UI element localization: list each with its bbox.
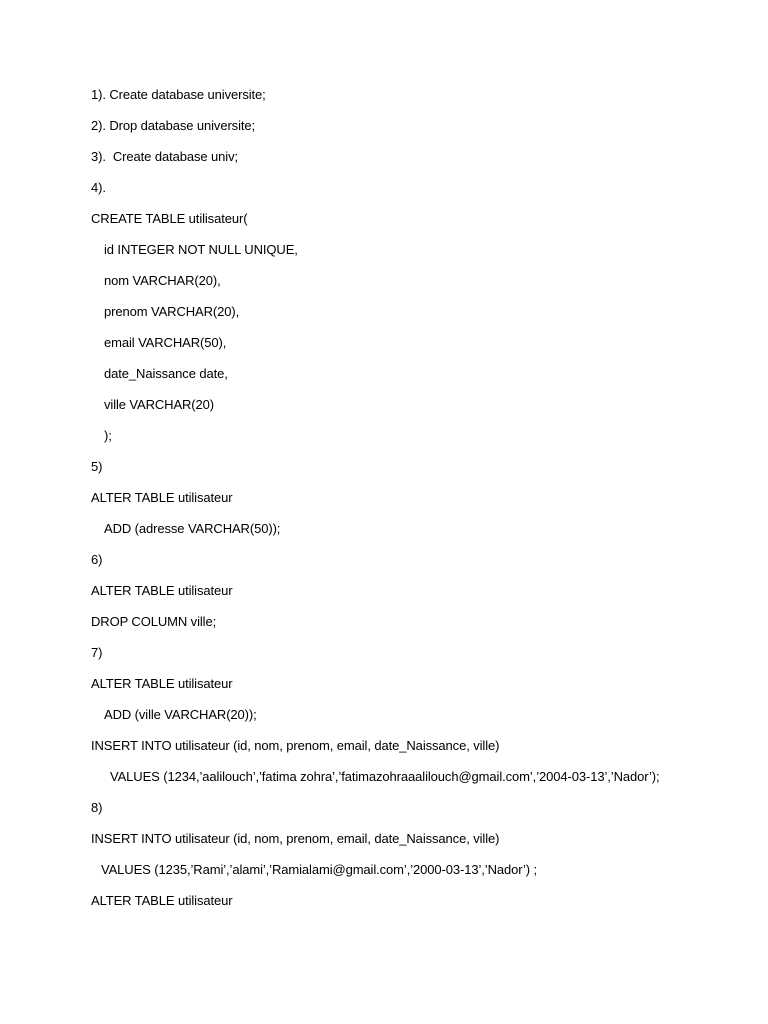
text-line: 7) [91,645,103,660]
text-line: ALTER TABLE utilisateur [91,676,233,691]
text-line: prenom VARCHAR(20), [104,304,240,319]
text-line: ADD (ville VARCHAR(20)); [104,707,257,722]
text-line: CREATE TABLE utilisateur( [91,211,248,226]
text-line: 3). Create database univ; [91,149,238,164]
text-line: 5) [91,459,103,474]
text-line: 8) [91,800,103,815]
text-line: id INTEGER NOT NULL UNIQUE, [104,242,298,257]
text-line: ); [104,428,112,443]
text-line: ALTER TABLE utilisateur [91,893,233,908]
text-line: ALTER TABLE utilisateur [91,490,233,505]
text-line: VALUES (1235,’Rami’,’alami’,’Ramialami@gmail.com’,’2000-03-13’,’Nador’) ; [101,862,538,877]
text-line: ADD (adresse VARCHAR(50)); [104,521,281,536]
text-line: VALUES (1234,’aalilouch’,’fatima zohra’,’fatimazohraaalilouch@gmail.com’,’2004-03-13’,’Nador’); [110,769,660,784]
text-line: ALTER TABLE utilisateur [91,583,233,598]
text-line: 1). Create database universite; [91,87,266,102]
text-line: ville VARCHAR(20) [104,397,215,412]
text-line: 2). Drop database universite; [91,118,256,133]
text-line: DROP COLUMN ville; [91,614,217,629]
text-line: 6) [91,552,103,567]
text-line: nom VARCHAR(20), [104,273,221,288]
text-line: date_Naissance date, [104,366,228,381]
document-body [91,86,751,923]
text-line: 4). [91,180,106,195]
text-line: INSERT INTO utilisateur (id, nom, prenom, email, date_Naissance, ville) [91,831,500,846]
text-line: email VARCHAR(50), [104,335,227,350]
text-line: INSERT INTO utilisateur (id, nom, prenom, email, date_Naissance, ville) [91,738,500,753]
